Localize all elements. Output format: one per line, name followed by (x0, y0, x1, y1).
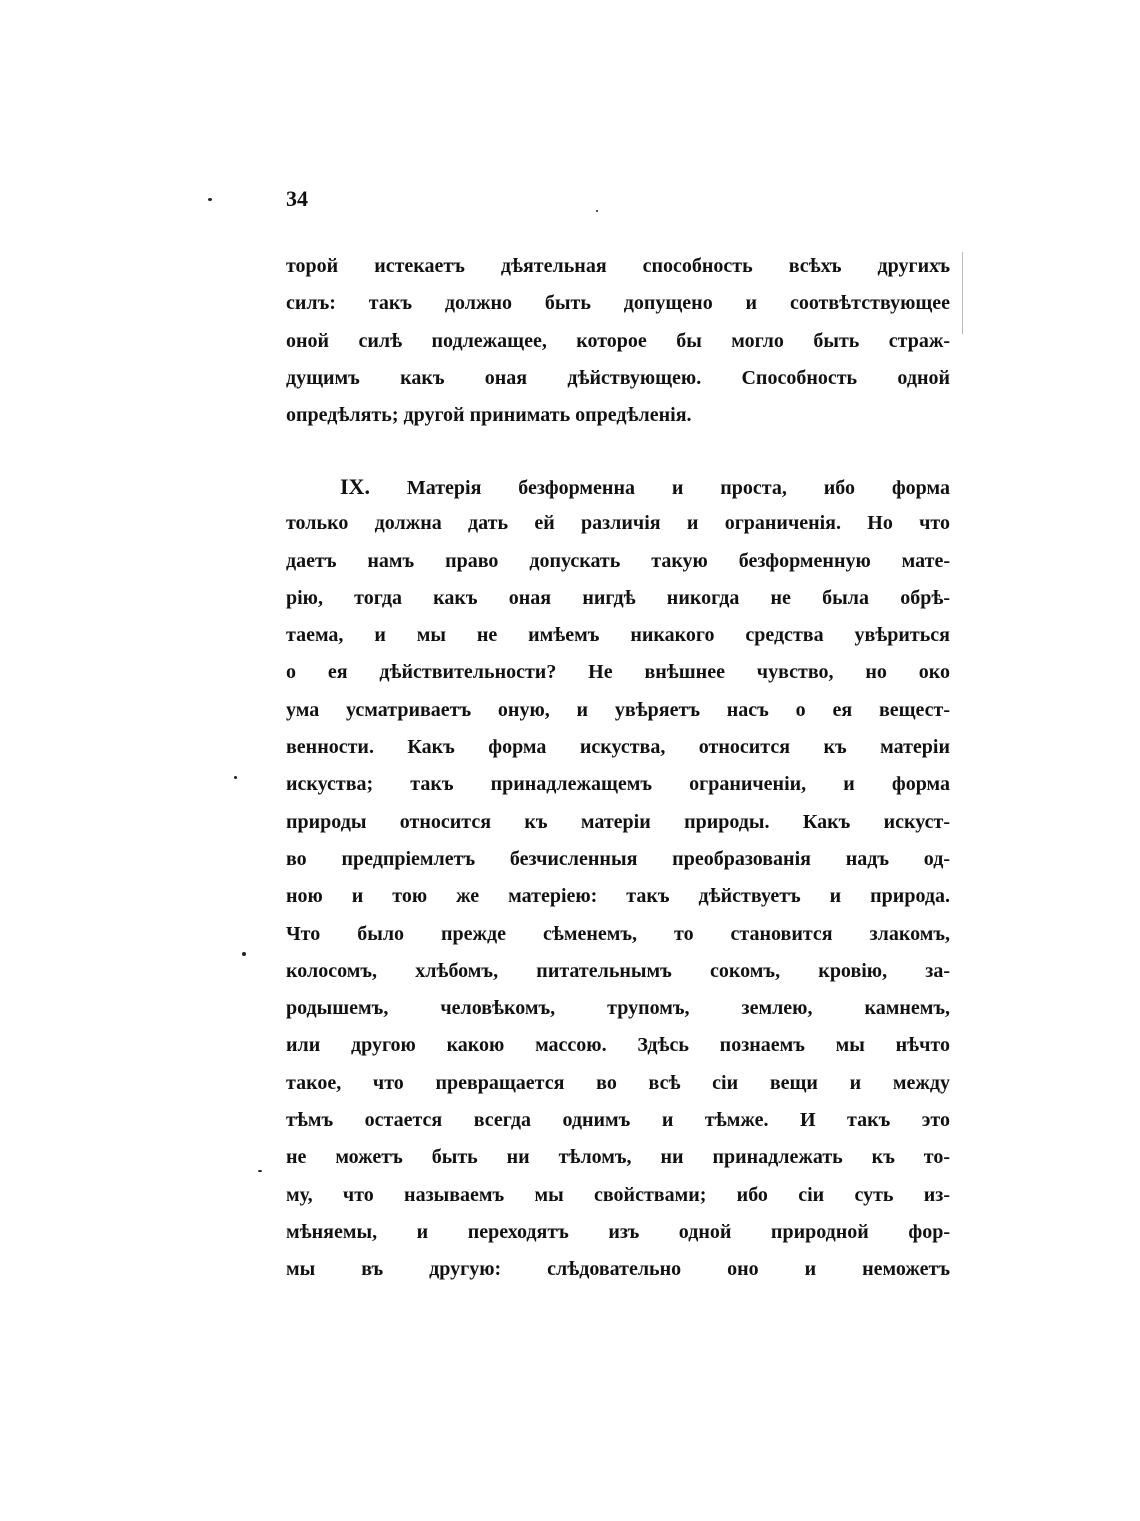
text-line: о ея дѣйствительности? Не внѣшнее чувство, но око (286, 661, 950, 684)
paragraph-2 (286, 468, 950, 1289)
margin-mark (962, 252, 963, 334)
page-number: 34 (286, 186, 308, 211)
text-line: мѣняемы, и переходятъ изъ одной природной фор- (286, 1220, 950, 1243)
text-line-first (286, 468, 950, 505)
text-line: венности. Какъ форма искуства, относится къ матеріи (286, 736, 950, 759)
text-line: ума усматриваетъ оную, и увѣряетъ насъ о ея вещест- (286, 698, 950, 721)
text-line: мы въ другую: слѣдовательно оно и неможетъ (286, 1258, 950, 1281)
text-line: такое, что превращается во всѣ сіи вещи и между (286, 1071, 950, 1094)
margin-speck (208, 198, 212, 201)
text-line: или другою какою массою. Здѣсь познаемъ мы нѣчто (286, 1034, 950, 1057)
text-line: только должна дать ей различія и ограниченія. Но что (286, 512, 950, 535)
text-line: колосомъ, хлѣбомъ, питательнымъ сокомъ, кровію, за- (286, 959, 950, 982)
text-line: тѣмъ остается всегда однимъ и тѣмже. И такъ это (286, 1109, 950, 1132)
text-line: не можетъ быть ни тѣломъ, ни принадлежать къ то- (286, 1146, 950, 1169)
text-line: дущимъ какъ оная дѣйствующею. Способность одной (286, 366, 950, 389)
text-line: ною и тою же матеріею: такъ дѣйствуетъ и природа. (286, 885, 950, 908)
text-line: опредѣлять; другой принимать опредѣленія. (286, 404, 692, 427)
text-line: Что было прежде сѣменемъ, то становится злакомъ, (286, 922, 950, 945)
text-line: даетъ намъ право допускать такую безформенную мате- (286, 549, 950, 572)
section-number: IX. (340, 474, 370, 499)
text-line: рію, тогда какъ оная нигдѣ никогда не была обрѣ- (286, 586, 950, 609)
margin-speck (258, 1170, 262, 1172)
margin-speck (596, 210, 598, 212)
text-line: природы относится къ матеріи природы. Какъ искуст- (286, 810, 950, 833)
text-fragment: Матерія безформенна и проста, ибо форма (406, 477, 950, 499)
paragraph-1 (286, 248, 950, 434)
text-line: родышемъ, человѣкомъ, трупомъ, землею, камнемъ, (286, 997, 950, 1020)
margin-speck (242, 952, 246, 956)
text-line: искуства; такъ принадлежащемъ ограниченіи, и форма (286, 773, 950, 796)
text-line: оной силѣ подлежащее, которое бы могло быть страж- (286, 329, 950, 352)
text-line: таема, и мы не имѣемъ никакого средства увѣриться (286, 624, 950, 647)
margin-speck (234, 776, 237, 779)
text-line: силъ: такъ должно быть допущено и соотвѣтствующее (286, 292, 950, 315)
text-line: во предпріемлетъ безчисленныя преобразованія надъ од- (286, 847, 950, 870)
text-line: торой истекаетъ дѣятельная способность всѣхъ другихъ (286, 255, 950, 277)
text-line: му, что называемъ мы свойствами; ибо сіи суть из- (286, 1183, 950, 1206)
